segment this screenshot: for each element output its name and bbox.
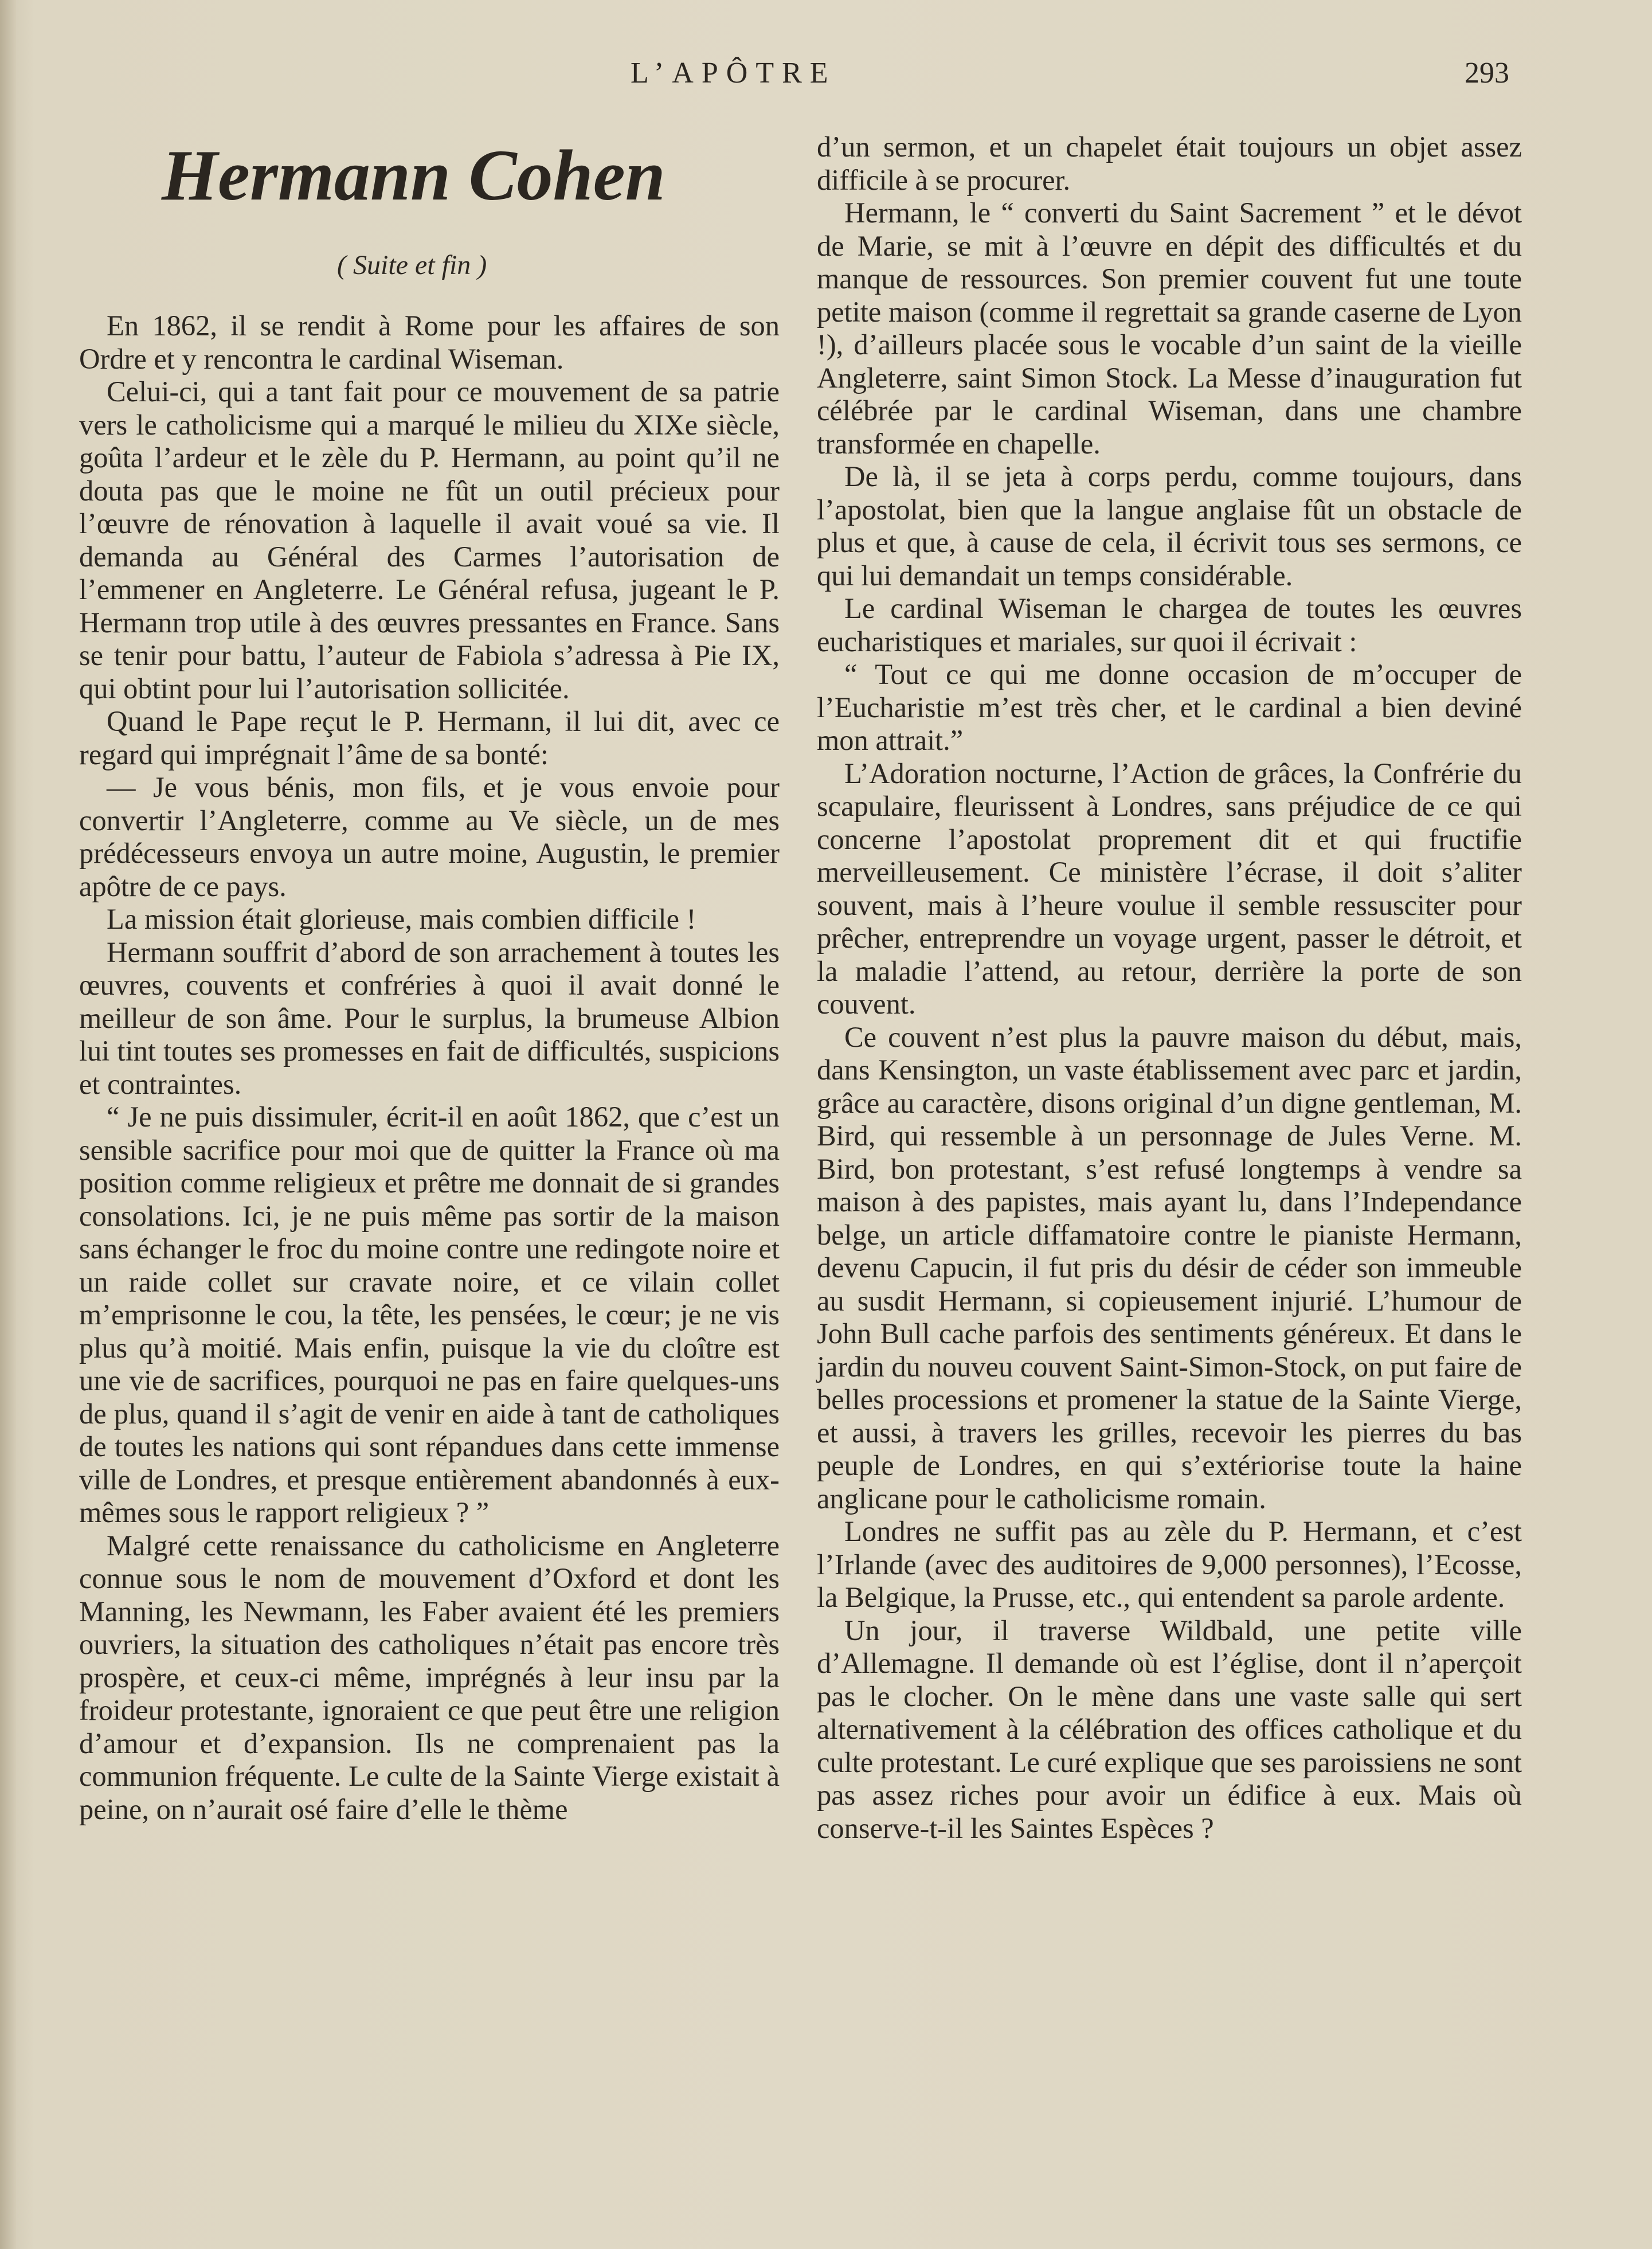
paragraph: Ce couvent n’est plus la pauvre maison du début, mais, dans Kensington, un vaste établissement avec parc et jardin, grâce au caractère, disons original d’un digne gentleman, M. Bird, qui ressemble à un personnage de Jules Verne. M. Bird, bon protestant, s’est refusé longtemps à vendre sa maison à des papistes, mais ayant lu, dans l’Independance belge, un article diffamatoire contre le pianiste Hermann, devenu Capucin, il fut pris du désir de céder son immeuble au susdit Hermann, si copieusement injurié. L’humour de John Bull cache parfois des sentiments généreux. Et dans le jardin du nouveu couvent Saint-Simon-Stock, on put faire de belles processions et promener la statue de la Sainte Vierge, et aussi, à travers les grilles, recevoir les pierres du bas peuple de Londres, en qui s’extériorise toute la haine anglicane pour le catholicisme romain. — [817, 1020, 1522, 1515]
paragraph: En 1862, il se rendit à Rome pour les affaires de son Ordre et y rencontra le cardinal Wiseman. — [79, 310, 780, 375]
paragraph: De là, il se jeta à corps perdu, comme toujours, dans l’apostolat, bien que la langue anglaise fût un obstacle de plus et que, à cause de cela, il écrivit tous ses sermons, ce qui lui demandait un temps considérable. — [817, 460, 1522, 592]
paragraph: Le cardinal Wiseman le chargea de toutes les œuvres eucharistiques et mariales, sur quoi il écrivait : — [817, 592, 1522, 658]
right-column — [817, 131, 1522, 1845]
paragraph: Un jour, il traverse Wildbald, une petite ville d’Allemagne. Il demande où est l’église, dont il n’aperçoit pas le clocher. On le mène dans une vaste salle qui sert alternativement à la célébration des offices catholique et du culte protestant. Le curé explique que ses paroissiens ne sont pas assez riches pour avoir un édifice à eux. Mais où conserve-t-il les Saintes Espèces ? — [817, 1614, 1522, 1844]
paragraph: Hermann souffrit d’abord de son arrachement à toutes les œuvres, couvents et confréries à quoi il avait donné le meilleur de son âme. Pour le surplus, la brumeuse Albion lui tint toutes ses promesses en fait de difficultés, suspicions et contraintes. — [79, 936, 780, 1100]
paragraph: “ Je ne puis dissimuler, écrit-il en août 1862, que c’est un sensible sacrifice pour moi que de quitter la France où ma position comme religieux et prêtre me donnait de si grandes consolations. Ici, je ne puis même pas sortir de la maison sans échanger le froc du moine contre une redingote noire et un raide collet sur cravate noire, et ce vilain collet m’emprisonne le cou, la tête, les pensées, le cœur; je ne vis plus qu’à moitié. Mais enfin, puisque la vie du cloître est une vie de sacrifices, pourquoi ne pas en faire quelques-uns de plus, quand il s’agit de venir en aide à tant de catholiques de toutes les nations qui sont répandues dans cette immense ville de Londres, et presque entièrement abandonnés à eux-mêmes sous le rapport religieux ? ” — [79, 1101, 780, 1528]
running-head: L’APÔTRE — [631, 57, 836, 89]
paragraph: d’un sermon, et un chapelet était toujours un objet assez difficile à se procurer. — [817, 131, 1522, 196]
article-title: Hermann Cohen — [162, 136, 666, 216]
page-number: 293 — [1465, 57, 1509, 89]
paragraph: Celui-ci, qui a tant fait pour ce mouvement de sa patrie vers le catholicisme qui a marqué le milieu du XIXe siècle, goûta l’ardeur et le zèle du P. Hermann, au point qu’il ne douta pas que le moine ne fût un outil précieux pour l’œuvre de rénovation à laquelle il avait voué sa vie. Il demanda au Général des Carmes l’autorisation de l’emmener en Angleterre. Le Général refusa, jugeant le P. Hermann trop utile à des œuvres pressantes en France. Sans se tenir pour battu, l’auteur de Fabiola s’adressa à Pie IX, qui obtint pour lui l’autorisation sollicitée. — [79, 376, 780, 705]
paragraph: — Je vous bénis, mon fils, et je vous envoie pour convertir l’Angleterre, comme au Ve siècle, un de mes prédécesseurs envoya un autre moine, Augustin, le premier apôtre de ce pays. — [79, 771, 780, 902]
article-subtitle: ( Suite et fin ) — [337, 250, 487, 280]
paragraph: Hermann, le “ converti du Saint Sacrement ” et le dévot de Marie, se mit à l’œuvre en dépit des difficultés et du manque de ressources. Son premier couvent fut une toute petite maison (comme il regrettait sa grande caserne de Lyon !), d’ailleurs placée sous le vocable d’un saint de la vieille Angleterre, saint Simon Stock. La Messe d’inauguration fut célébrée par le cardinal Wiseman, dans une chambre transformée en chapelle. — [817, 197, 1522, 460]
paragraph: La mission était glorieuse, mais combien difficile ! — [107, 903, 696, 935]
paragraph: Quand le Pape reçut le P. Hermann, il lui dit, avec ce regard qui imprégnait l’âme de sa bonté: — [79, 705, 780, 770]
paragraph: “ Tout ce qui me donne occasion de m’occuper de l’Eucharistie m’est très cher, et le cardinal a bien deviné mon attrait.” — [817, 658, 1522, 756]
paragraph: Londres ne suffit pas au zèle du P. Hermann, et c’est l’Irlande (avec des auditoires de 9,000 personnes), l’Ecosse, la Belgique, la Prusse, etc., qui entendent sa parole ardente. — [817, 1515, 1522, 1613]
paragraph: Malgré cette renaissance du catholicisme en Angleterre connue sous le nom de mouvement d’Oxford et dont les Manning, les Newmann, les Faber avaient été les premiers ouvriers, la situation des catholiques n’était pas encore très prospère, et ceux-ci même, imprégnés à leur insu par la froideur protestante, ignoraient ce que peut être une religion d’amour et d’expansion. Ils ne comprenaient pas la communion fréquente. Le culte de la Sainte Vierge existait à peine, on n’aurait osé faire d’elle le thème — [79, 1529, 780, 1825]
left-column — [79, 310, 780, 1826]
paragraph: L’Adoration nocturne, l’Action de grâces, la Confrérie du scapulaire, fleurissent à Londres, sans préjudice de ce qui concerne l’apostolat proprement dit et qui fructifie merveilleusement. Ce ministère l’écrase, il doit s’aliter souvent, mais à l’heure voulue il semble ressusciter pour prêcher, entreprendre un voyage urgent, passer le détroit, et la maladie l’attend, au retour, derrière la porte de son couvent. — [817, 757, 1522, 1020]
